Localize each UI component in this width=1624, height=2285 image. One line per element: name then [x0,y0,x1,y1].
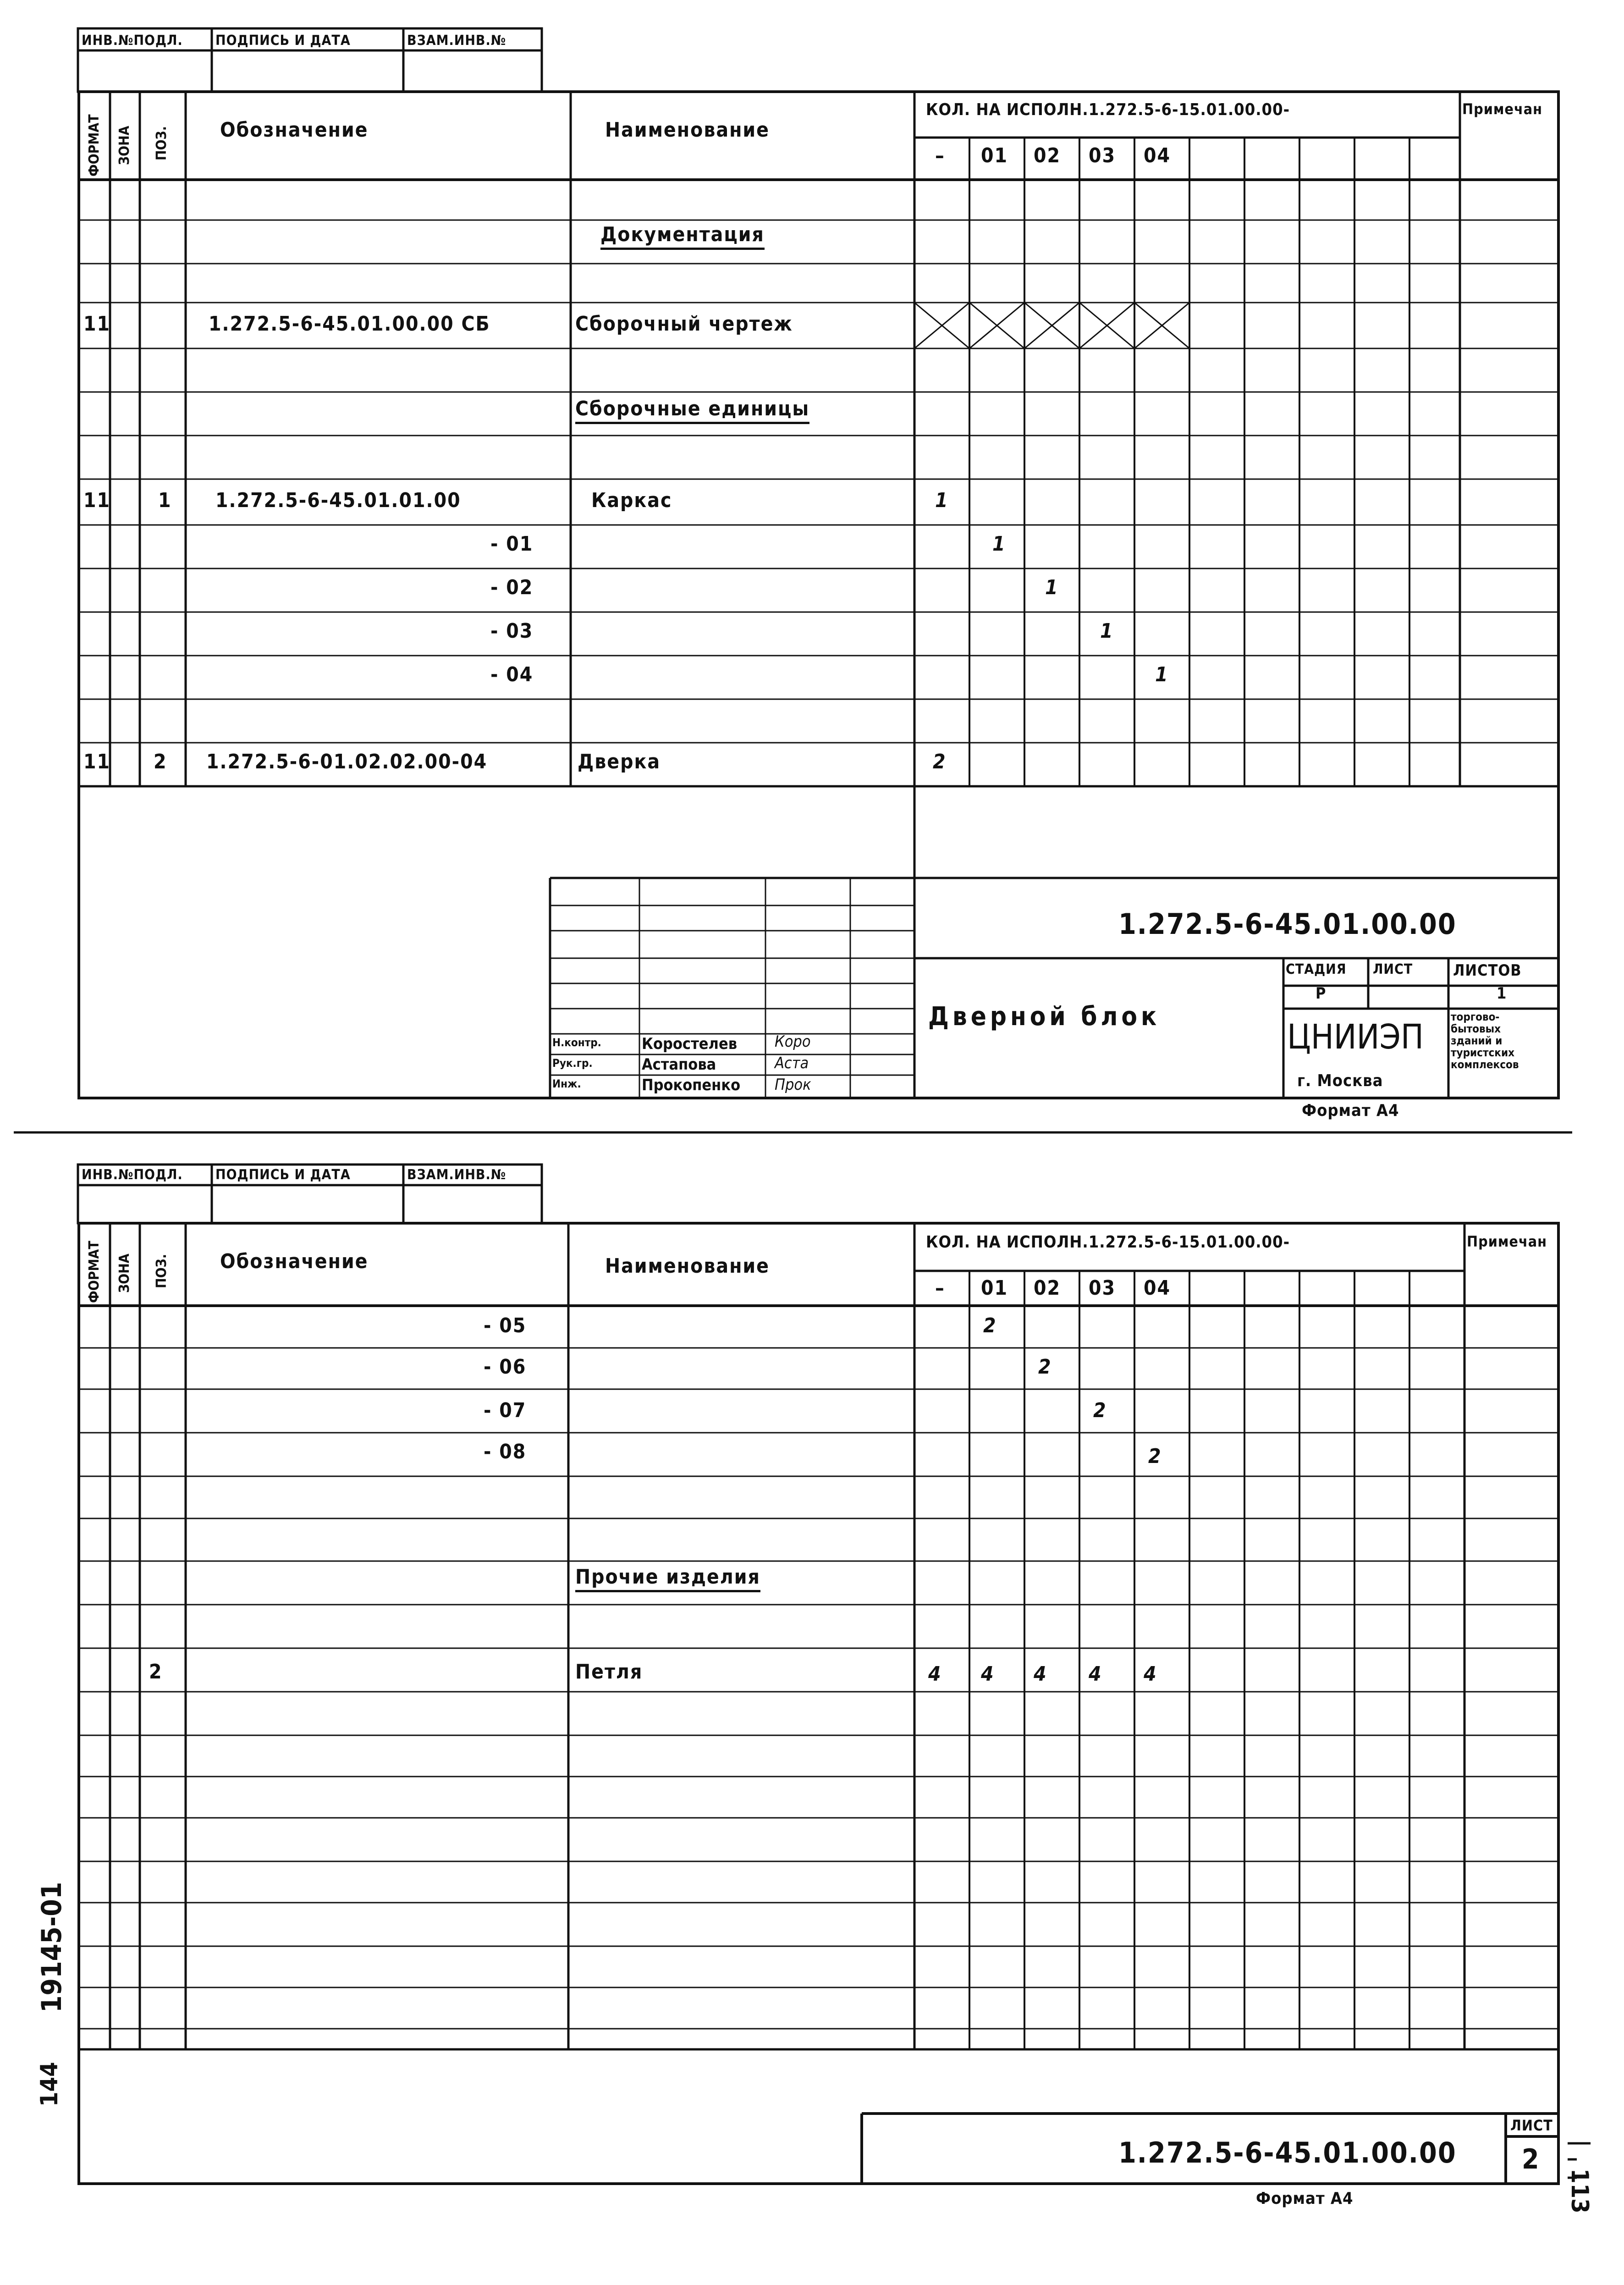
header-kol-na: КОЛ. НА ИСПОЛН.1.272.5-6-15.01.00.00- [926,1233,1290,1252]
header-zona: ЗОНА [116,1253,132,1293]
row-format: 11 [83,750,111,773]
org-description: торгово- бытовых зданий и туристских комплексов [1451,1010,1519,1071]
row-format: 11 [83,489,111,512]
row-oboznachenie: 1.272.5-6-45.01.00.00 СБ [209,312,490,336]
row-qty-3: 1 [1100,619,1114,643]
row-oboznachenie: - 05 [484,1314,527,1337]
role-inzh: Инж. [552,1077,581,1090]
doc-code: 1.272.5-6-45.01.00.00 [1118,907,1457,941]
listov-label: ЛИСТОВ [1453,961,1522,980]
row-oboznachenie: - 04 [490,663,534,686]
name-prokopenko: Прокопенко [642,1076,741,1094]
stadiya-label: СТАДИЯ [1286,961,1347,977]
format-label: Формат А4 [1302,1101,1399,1120]
list-label: ЛИСТ [1373,961,1413,977]
row-poz: 1 [158,489,172,512]
header-naimenovanie: Наименование [605,118,770,142]
stamp-inv-podl: ИНВ.№ПОДЛ. [82,1167,183,1183]
header-ispoln-2: 02 [1034,144,1061,167]
row-naimenovanie: Петля [575,1660,643,1683]
row-qty-1: 1 [992,532,1006,556]
doc-code: 1.272.5-6-45.01.00.00 [1118,2136,1457,2169]
section-assembly-units: Сборочные единицы [575,399,809,424]
row-naimenovanie: Сборочный чертеж [575,312,793,336]
signature: Коро [775,1032,811,1051]
row-format: 11 [83,312,111,336]
header-format: ФОРМАТ [86,1241,102,1303]
header-primech: Примечан [1467,1233,1547,1250]
header-ispoln-2: 02 [1034,1276,1061,1300]
signature: Аста [775,1054,809,1072]
row-oboznachenie: 1.272.5-6-45.01.01.00 [215,489,461,512]
row-qty-2: 4 [1034,1662,1047,1686]
row-poz: 2 [154,750,167,773]
header-ispoln-3: 03 [1089,144,1116,167]
listov-value: 1 [1497,984,1507,1003]
section-documentation: Документация [600,225,765,250]
role-rukgr: Рук.гр. [552,1057,593,1070]
row-qty-4: 1 [1155,663,1169,686]
stadiya-value: Р [1316,984,1327,1003]
row-oboznachenie: - 08 [484,1440,527,1463]
list-number: 2 [1522,2143,1539,2175]
header-kol-na: КОЛ. НА ИСПОЛН.1.272.5-6-15.01.00.00- [926,100,1290,119]
header-ispoln-1: 01 [981,1276,1008,1300]
row-qty-2: 2 [1038,1355,1052,1379]
row-naimenovanie: Дверка [578,750,661,773]
archive-number: 19145-01 [36,1882,68,2013]
header-ispoln-4: 04 [1144,144,1171,167]
sheet2-grid [0,1146,1624,2285]
edge-number: 113 [1566,2169,1593,2213]
name-astapova: Астапова [642,1055,716,1074]
row-oboznachenie: - 06 [484,1355,527,1379]
header-naimenovanie: Наименование [605,1254,770,1278]
header-zona: ЗОНА [116,126,132,165]
row-oboznachenie: 1.272.5-6-01.02.02.00-04 [206,750,488,773]
row-qty-0: 4 [928,1662,942,1686]
row-qty-0: 2 [933,750,947,773]
row-qty-3: 4 [1089,1662,1102,1686]
name-korostelev: Коростелев [642,1035,738,1053]
row-oboznachenie: - 01 [490,532,534,556]
header-ispoln-0: – [935,1276,945,1300]
row-qty-4: 4 [1144,1662,1157,1686]
row-qty-4: 2 [1148,1445,1162,1468]
stamp-inv-podl: ИНВ.№ПОДЛ. [82,33,183,49]
row-poz: 2 [149,1660,163,1683]
org-city: г. Москва [1297,1071,1383,1090]
stamp-vzam-inv: ВЗАМ.ИНВ.№ [407,33,506,49]
stamp-podpis-data: ПОДПИСЬ И ДАТА [215,33,351,49]
header-oboznachenie: Обозначение [220,1250,369,1273]
header-oboznachenie: Обозначение [220,118,369,142]
list-label: ЛИСТ [1510,2117,1553,2134]
row-qty-1: 4 [981,1662,995,1686]
header-primech: Примечан [1462,100,1543,118]
doc-title: Дверной блок [928,1002,1161,1032]
row-qty-3: 2 [1093,1399,1107,1422]
header-ispoln-1: 01 [981,144,1008,167]
stamp-podpis-data: ПОДПИСЬ И ДАТА [215,1167,351,1183]
header-poz: ПОЗ. [154,126,170,160]
format-label: Формат А4 [1256,2189,1354,2208]
header-ispoln-4: 04 [1144,1276,1171,1300]
page-number: 144 [36,2062,63,2107]
header-poz: ПОЗ. [154,1254,170,1288]
header-format: ФОРМАТ [86,114,102,177]
section-other-items: Прочие изделия [575,1567,760,1592]
stamp-vzam-inv: ВЗАМ.ИНВ.№ [407,1167,506,1183]
row-oboznachenie: - 07 [484,1399,527,1422]
org-name: ЦНИИЭП [1287,1017,1424,1057]
header-ispoln-3: 03 [1089,1276,1116,1300]
row-oboznachenie: - 02 [490,576,534,599]
row-qty-1: 2 [983,1314,997,1337]
signature: Прок [775,1076,811,1094]
row-naimenovanie: Каркас [591,489,672,512]
role-nkontr: Н.контр. [552,1036,601,1049]
row-qty-2: 1 [1045,576,1059,599]
row-oboznachenie: - 03 [490,619,534,643]
row-qty-0: 1 [935,489,949,512]
header-ispoln-0: – [935,144,945,167]
